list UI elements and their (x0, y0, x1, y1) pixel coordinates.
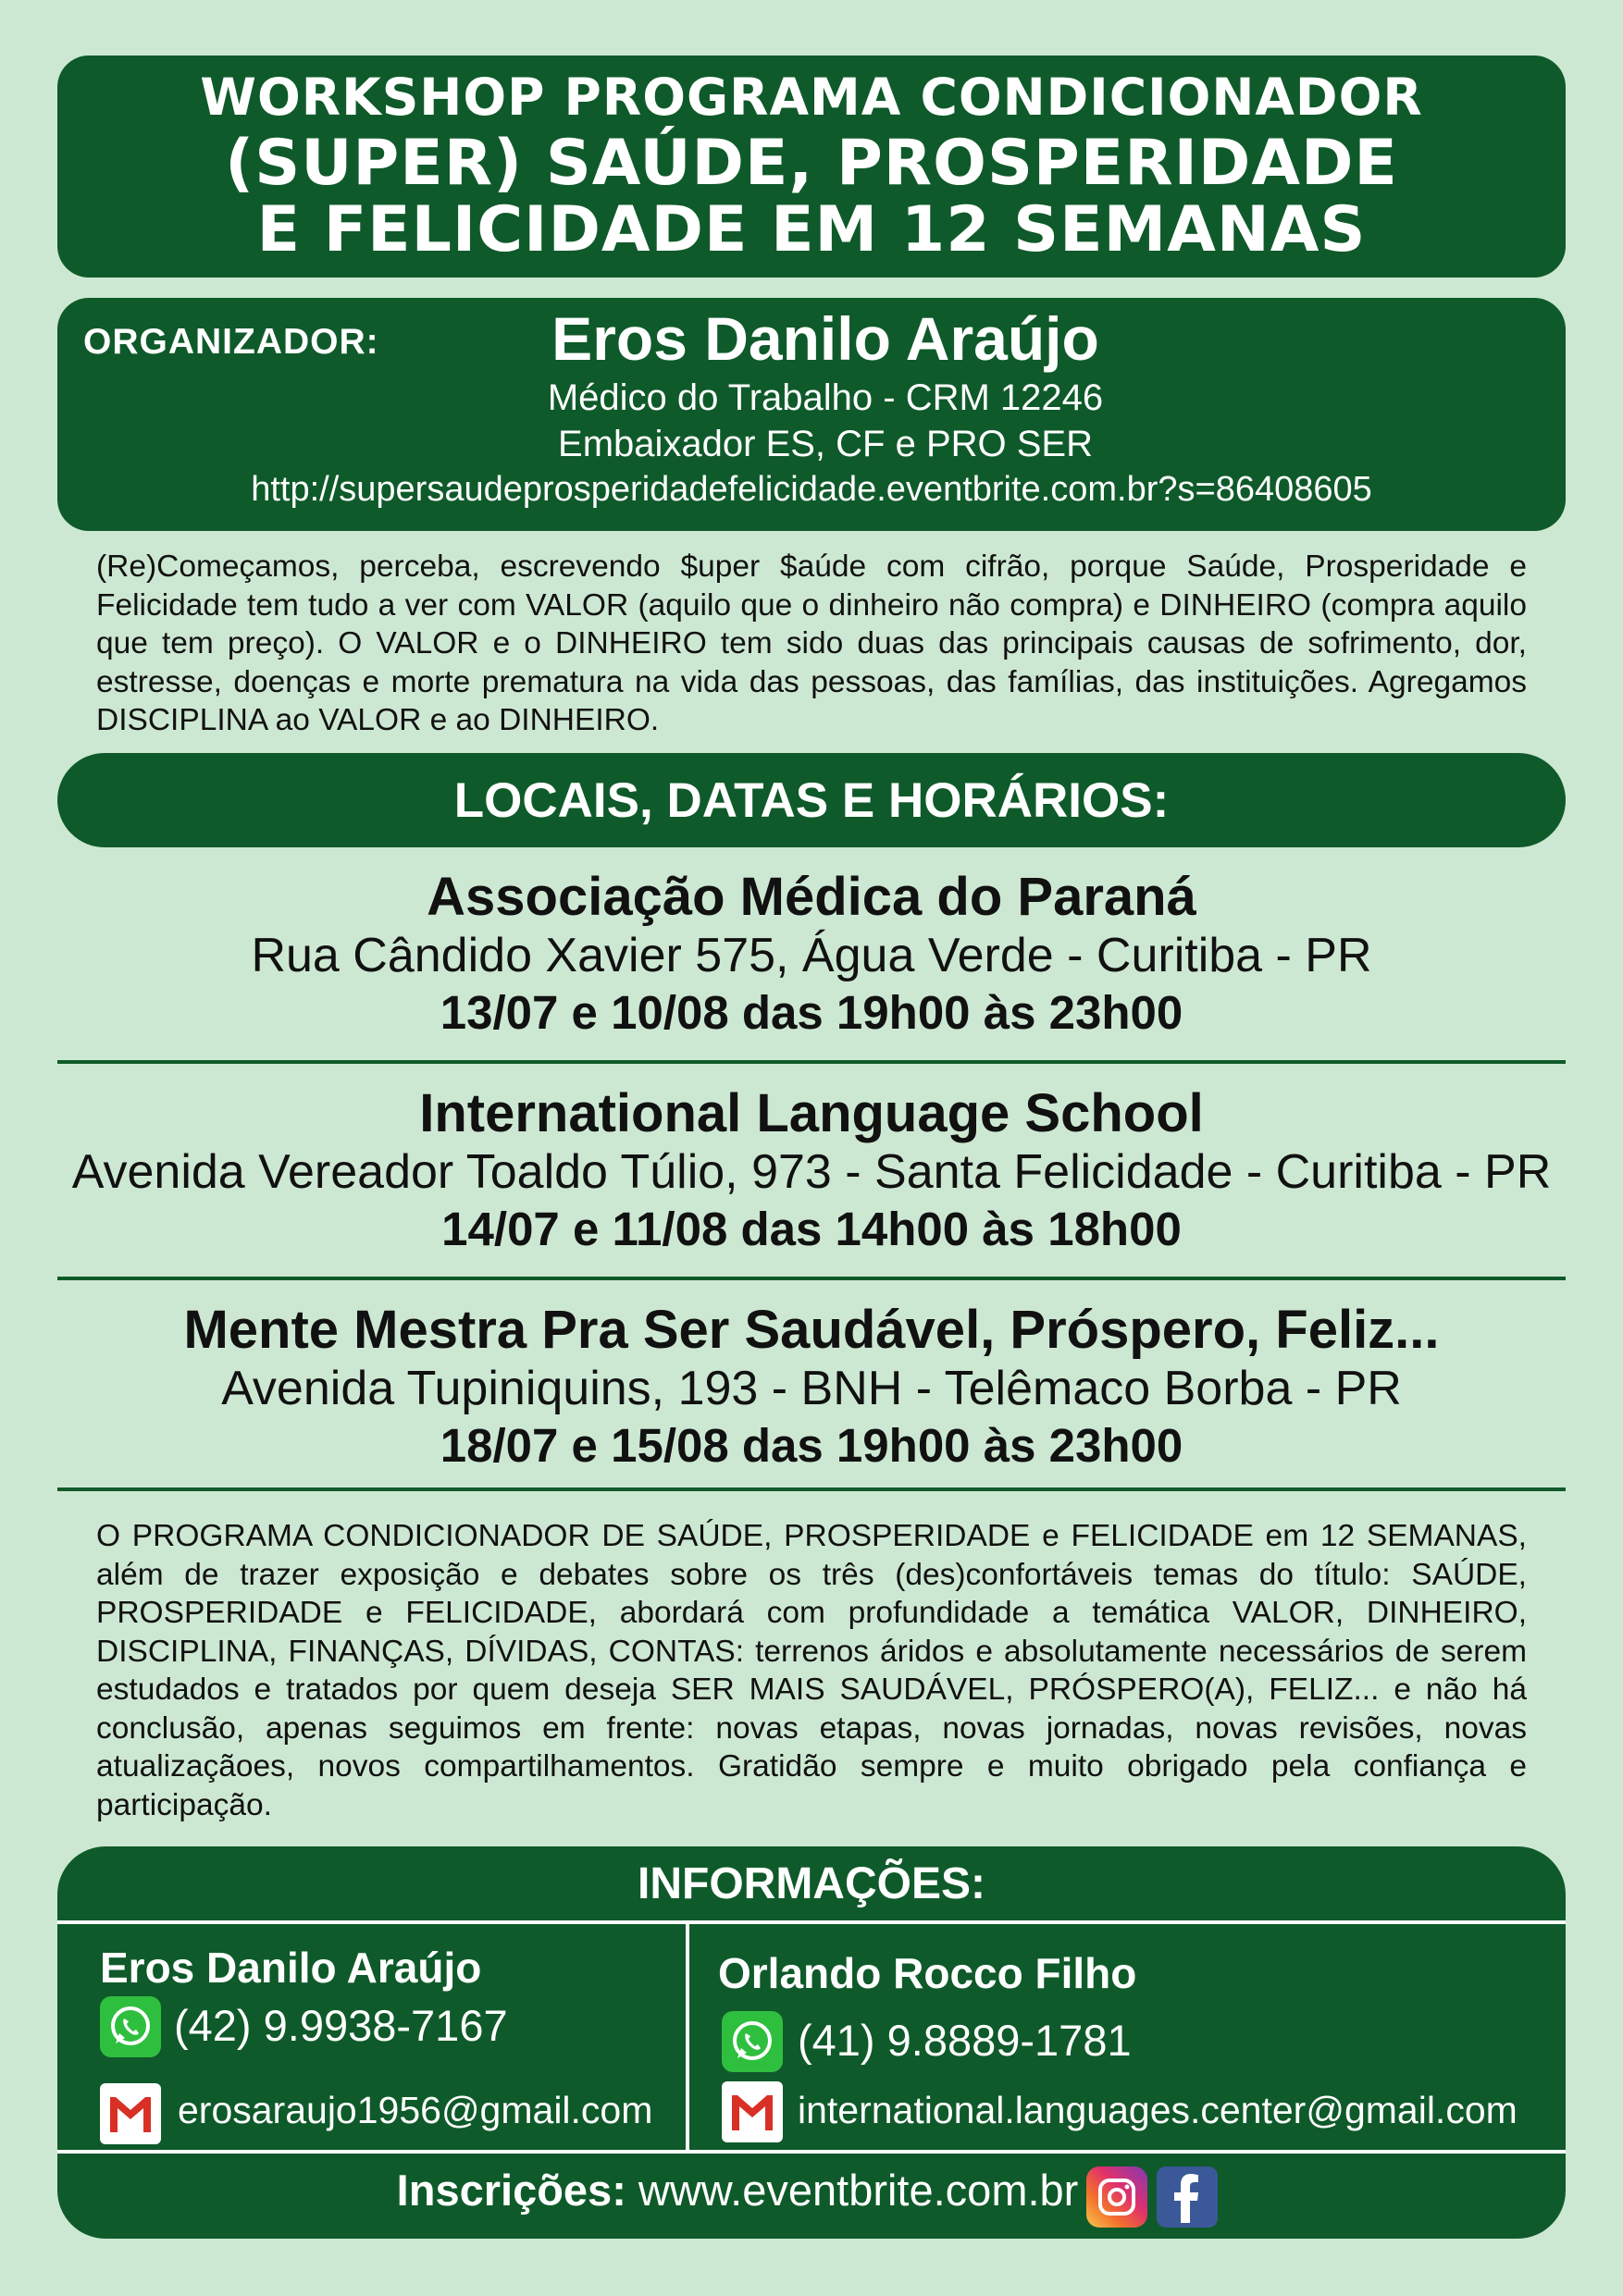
venue-dates: 18/07 e 15/08 das 19h00 às 23h00 (440, 1419, 1183, 1472)
organizer-ambassador: Embaixador ES, CF e PRO SER (558, 424, 1093, 464)
info-divider (57, 2150, 1566, 2154)
whatsapp-icon (100, 1996, 161, 2057)
contact-phone: (41) 9.8889-1781 (798, 2016, 1132, 2065)
title-line-1: WORKSHOP PROGRAMA CONDICIONADOR (200, 67, 1423, 127)
divider (57, 1487, 1566, 1491)
title-line-3: E FELICIDADE EM 12 SEMANAS (256, 192, 1367, 266)
divider (57, 1277, 1566, 1280)
venue-address: Avenida Tupiniquins, 193 - BNH - Telêmaco Borba - PR (221, 1362, 1402, 1415)
registration-label: Inscrições: (396, 2166, 626, 2215)
contact-email[interactable]: international.languages.center@gmail.com (798, 2089, 1518, 2131)
venue-address: Rua Cândido Xavier 575, Água Verde - Curitiba - PR (251, 929, 1372, 982)
contact-name: Eros Danilo Araújo (100, 1944, 482, 1992)
program-paragraph: O PROGRAMA CONDICIONADOR DE SAÚDE, PROSPERIDADE e FELICIDADE em 12 SEMANAS, além de trazer exposição e debates sobre os três (des)confortáveis temas do título: SAÚDE, PROSPERIDADE e FELICIDADE, abordará com profundidade a temática VALOR, DINHEIRO, DISCIPLINA, FINANÇAS, DÍVIDAS, CONTAS: terrenos áridos e absolutamente necessários de serem estudados e tratados por quem deseja SER MAIS SAUDÁVEL, PRÓSPERO(A), FELIZ... e não há conclusão, apenas seguimos em frente: novas etapas, novas jornadas, novas revisões, novas atualizaçãoes, novos compartilhamentos. Gratidão sempre e muito obrigado pela confiança e participação. (96, 1519, 1527, 1822)
instagram-icon[interactable] (1086, 2166, 1147, 2228)
whatsapp-icon (722, 2011, 783, 2072)
venue-item (57, 1301, 1566, 1475)
organizer-url-link[interactable]: http://supersaudeprosperidadefelicidade.eventbrite.com.br?s=86408605 (251, 470, 1372, 509)
locations-header: LOCAIS, DATAS E HORÁRIOS: (57, 753, 1566, 847)
organizer-section (57, 298, 1566, 531)
venue-name: Associação Médica do Paraná (427, 867, 1196, 927)
venue-name: Mente Mestra Pra Ser Saudável, Próspero, Feliz... (183, 1300, 1440, 1360)
info-divider (686, 1922, 689, 2152)
venue-dates: 14/07 e 11/08 das 14h00 às 18h00 (441, 1203, 1182, 1255)
registration-url-link[interactable]: www.eventbrite.com.br (638, 2166, 1079, 2215)
title-line-2: (SUPER) SAÚDE, PROSPERIDADE (225, 126, 1398, 200)
venue-name: International Language School (419, 1083, 1204, 1143)
title-banner (57, 56, 1566, 278)
registration-line (57, 2165, 1566, 2216)
contact-name: Orlando Rocco Filho (718, 1949, 1137, 1997)
info-section (57, 1846, 1566, 2239)
gmail-icon (722, 2081, 783, 2142)
venue-dates: 13/07 e 10/08 das 19h00 às 23h00 (440, 986, 1183, 1039)
organizer-label: ORGANIZADOR: (83, 322, 379, 362)
facebook-icon[interactable] (1157, 2166, 1218, 2228)
venue-item (57, 868, 1566, 1042)
divider (57, 1060, 1566, 1064)
organizer-name: Eros Danilo Araújo (551, 304, 1099, 373)
gmail-icon (100, 2083, 161, 2144)
organizer-role: Médico do Trabalho - CRM 12246 (547, 377, 1104, 418)
contact-email[interactable]: erosaraujo1956@gmail.com (178, 2089, 653, 2131)
venue-address: Avenida Vereador Toaldo Túlio, 973 - Santa Felicidade - Curitiba - PR (71, 1145, 1552, 1199)
info-divider (57, 1920, 1566, 1924)
venue-item (57, 1084, 1566, 1258)
info-title: INFORMAÇÕES: (638, 1858, 985, 1908)
contact-phone: (42) 9.9938-7167 (174, 2001, 508, 2050)
intro-paragraph: (Re)Começamos, perceba, escrevendo $uper $aúde com cifrão, porque Saúde, Prosperidade e Felicidade tem tudo a ver com VALOR (aquilo que o dinheiro não compra) e DINHEIRO (compra aquilo que tem preço). O VALOR e o DINHEIRO tem sido duas das principais causas de sofrimento, dor, estresse, doenças e morte prematura na vida das pessoas, das famílias, das instituições. Agregamos DISCIPLINA ao VALOR e ao DINHEIRO. (96, 549, 1527, 737)
